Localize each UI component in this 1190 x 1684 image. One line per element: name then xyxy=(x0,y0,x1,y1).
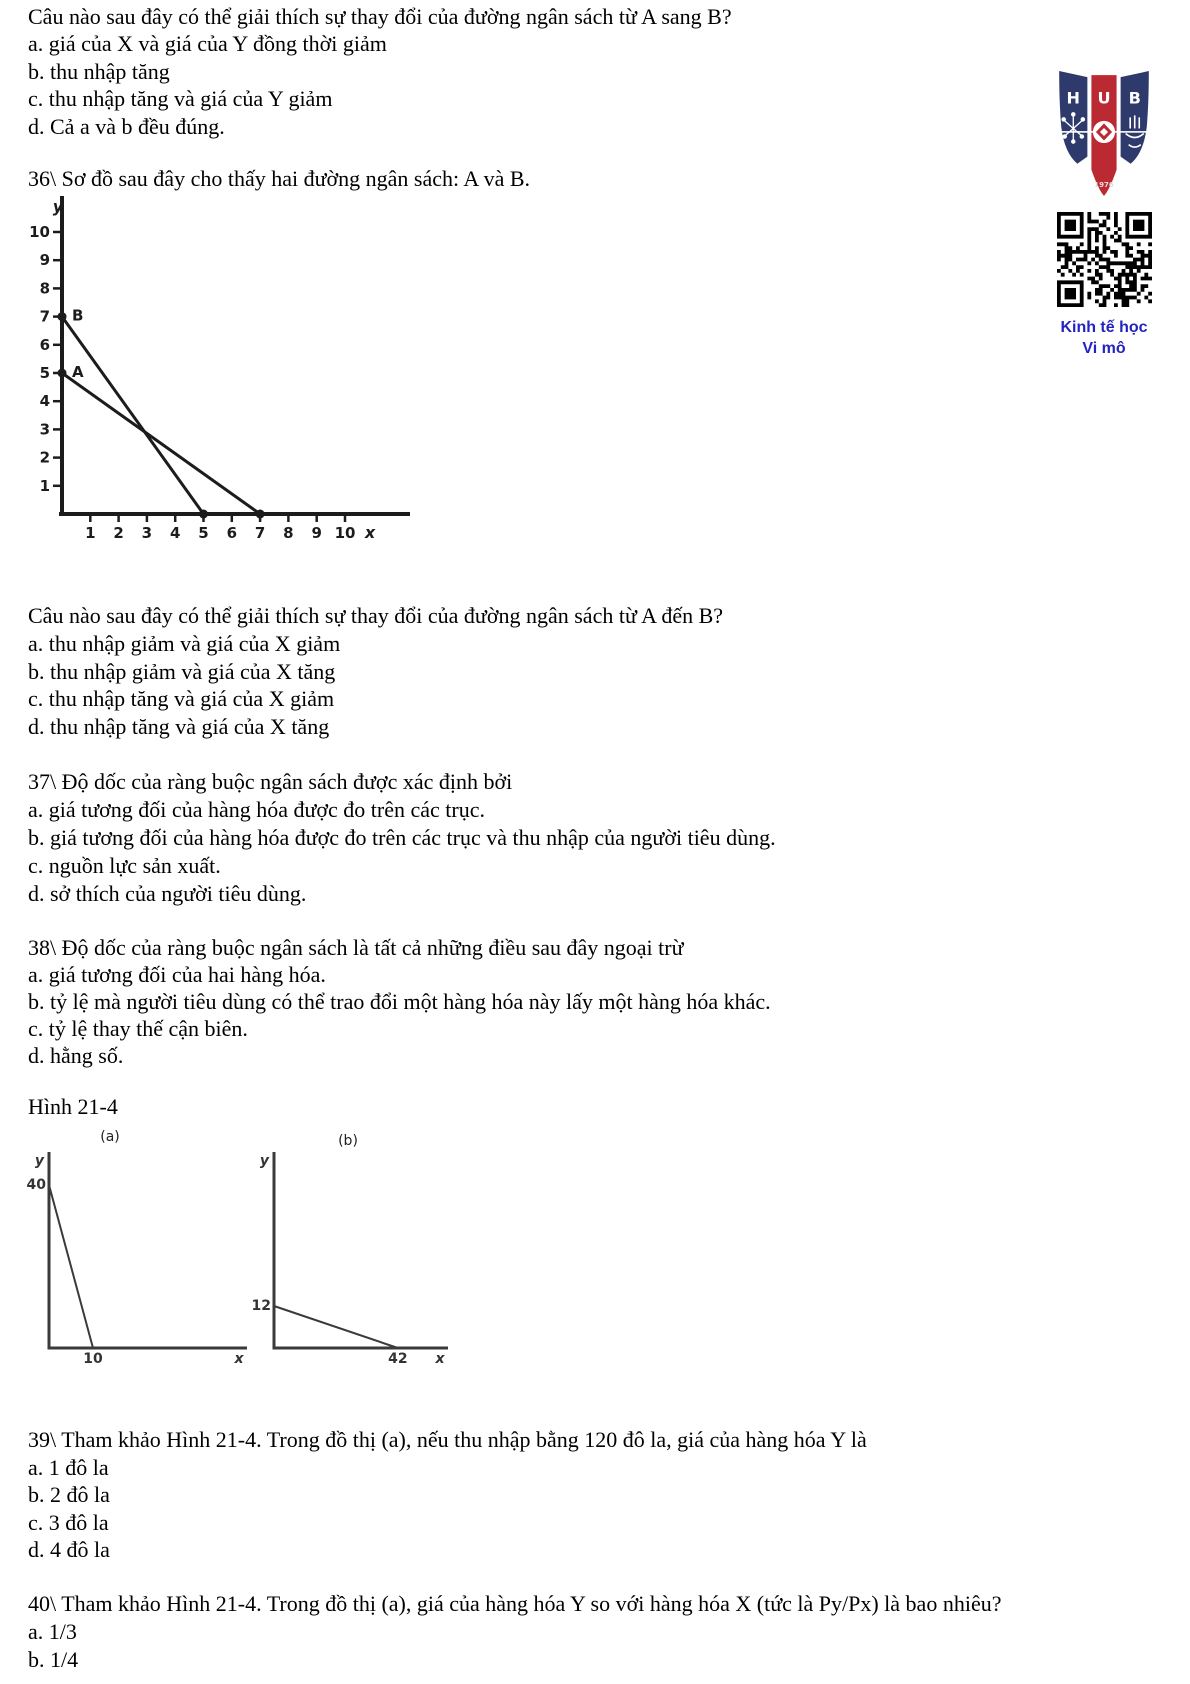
question-text: 38\ Độ dốc của ràng buộc ngân sách là tất cả những điều sau đây ngoại trừ xyxy=(28,935,684,960)
x-tick-label: 5 xyxy=(198,524,209,542)
answer-option: d. thu nhập tăng và giá của X tăng xyxy=(28,714,330,740)
answer-option: a. 1/3 xyxy=(28,1619,77,1644)
x-tick-label: 1 xyxy=(85,524,96,542)
question-block-37 xyxy=(28,768,776,908)
endpoint-dot xyxy=(58,369,67,378)
question-text: Câu nào sau đây có thể giải thích sự thay đổi của đường ngân sách từ A đến B? xyxy=(28,603,724,628)
budget-line-A xyxy=(62,373,260,514)
logo-emblem xyxy=(1093,121,1115,143)
y-intercept-label-a: 40 xyxy=(26,1177,46,1193)
answer-option: b. tỷ lệ mà người tiêu dùng có thể trao đổi một hàng hóa này lấy một hàng hóa khác. xyxy=(28,989,771,1014)
logo-letter-h: H xyxy=(1066,88,1081,108)
figure-label: Hình 21-4 xyxy=(28,1094,118,1119)
answer-option: a. giá của X và giá của Y đồng thời giảm xyxy=(28,31,387,57)
budget-line-B xyxy=(62,317,204,514)
y-axis-title-b: y xyxy=(259,1153,269,1169)
y-tick-label: 5 xyxy=(39,364,50,382)
qr-code xyxy=(1057,212,1152,307)
answer-option: c. thu nhập tăng và giá của X giảm xyxy=(28,686,335,712)
x-tick-label: 7 xyxy=(254,524,266,542)
y-tick-label: 8 xyxy=(39,279,50,298)
answer-option: c. tỷ lệ thay thế cận biên. xyxy=(28,1016,248,1041)
question-text: 40\ Tham khảo Hình 21-4. Trong đồ thị (a), giá của hàng hóa Y so với hàng hóa X (tức là Py/Px) là bao nhiêu? xyxy=(28,1591,1002,1616)
x-tick-label: 9 xyxy=(311,524,322,542)
y-axis-title: y xyxy=(52,197,64,216)
question-text: 37\ Độ dốc của ràng buộc ngân sách được xác định bởi xyxy=(28,769,513,794)
endpoint-dot xyxy=(256,510,265,519)
answer-option: a. 1 đô la xyxy=(28,1454,109,1480)
answer-option: d. 4 đô la xyxy=(28,1537,110,1562)
line-label-B: B xyxy=(72,306,84,325)
course-caption-line1: Kinh tế học xyxy=(1060,319,1148,336)
x-tick-label: 4 xyxy=(169,524,181,542)
answer-option: a. giá tương đối của hai hàng hóa. xyxy=(28,962,326,987)
x-intercept-label-a: 10 xyxy=(83,1351,103,1367)
question-block-40 xyxy=(28,1590,1001,1674)
answer-option: c. thu nhập tăng và giá của Y giảm xyxy=(28,86,333,112)
answer-option: a. thu nhập giảm và giá của X giảm xyxy=(28,630,341,656)
question-block-35 xyxy=(28,3,732,140)
panel-label-b: (b) xyxy=(338,1133,358,1149)
y-tick-label: 9 xyxy=(39,251,50,270)
panel-label-a: (a) xyxy=(100,1129,120,1145)
y-tick-label: 10 xyxy=(29,223,50,241)
answer-option: a. giá tương đối của hàng hóa được đo trên các trục. xyxy=(28,797,486,822)
logo-letter-b: B xyxy=(1128,88,1141,108)
x-intercept-label-b: 42 xyxy=(388,1351,408,1367)
answer-option: c. nguồn lực sản xuất. xyxy=(28,853,221,878)
answer-option: b. thu nhập giảm và giá của X tăng xyxy=(28,658,336,684)
y-tick-label: 7 xyxy=(39,307,50,326)
answer-option: b. giá tương đối của hàng hóa được đo trên các trục và thu nhập của người tiêu dùng. xyxy=(28,825,776,850)
budget-lines-chart xyxy=(18,188,418,542)
y-tick-label: 4 xyxy=(39,392,50,411)
endpoint-dot xyxy=(199,510,208,519)
course-caption-line2: Vi mô xyxy=(1082,340,1126,357)
answer-option: d. Cả a và b đều đúng. xyxy=(28,113,225,139)
x-tick-label: 6 xyxy=(226,524,238,542)
answer-option: d. sở thích của người tiêu dùng. xyxy=(28,881,307,906)
hub-logo xyxy=(1056,64,1152,205)
question-36-intro: 36\ Sơ đồ sau đây cho thấy hai đường ngân sách: A và B. xyxy=(28,166,531,191)
endpoint-dot xyxy=(58,312,67,321)
question-block-36 xyxy=(28,602,723,741)
y-tick-label: 3 xyxy=(39,420,50,439)
logo-letter-u: U xyxy=(1097,88,1111,108)
y-tick-label: 6 xyxy=(39,335,50,354)
x-tick-label: 3 xyxy=(141,524,153,542)
line-label-A: A xyxy=(72,363,84,381)
answer-option: d. hằng số. xyxy=(28,1043,124,1068)
figure-21-4 xyxy=(20,1125,460,1370)
budget-line-b xyxy=(274,1306,398,1348)
x-tick-label: 10 xyxy=(334,524,356,542)
y-tick-label: 2 xyxy=(39,448,50,467)
budget-line-a xyxy=(49,1185,93,1348)
y-intercept-label-b: 12 xyxy=(251,1298,271,1314)
y-tick-label: 1 xyxy=(39,476,50,495)
course-caption xyxy=(1036,317,1172,359)
answer-option: b. 2 đô la xyxy=(28,1482,110,1507)
x-tick-label: 8 xyxy=(283,524,294,542)
question-text: Câu nào sau đây có thể giải thích sự thay đổi của đường ngân sách từ A sang B? xyxy=(28,4,732,29)
answer-option: c. 3 đô la xyxy=(28,1509,109,1535)
x-axis-title-b: x xyxy=(435,1351,445,1367)
logo-year: 1976 xyxy=(1094,179,1114,189)
x-axis-title-a: x xyxy=(234,1351,244,1367)
y-axis-title-a: y xyxy=(34,1153,44,1169)
x-axis-title: x xyxy=(364,523,376,542)
question-block-39 xyxy=(28,1426,867,1564)
question-block-38 xyxy=(28,934,771,1069)
x-tick-label: 2 xyxy=(113,524,124,542)
answer-option: b. 1/4 xyxy=(28,1647,79,1672)
answer-option: b. thu nhập tăng xyxy=(28,58,170,84)
question-text: 39\ Tham khảo Hình 21-4. Trong đồ thị (a), nếu thu nhập bằng 120 đô la, giá của hàng hóa Y là xyxy=(28,1427,867,1452)
